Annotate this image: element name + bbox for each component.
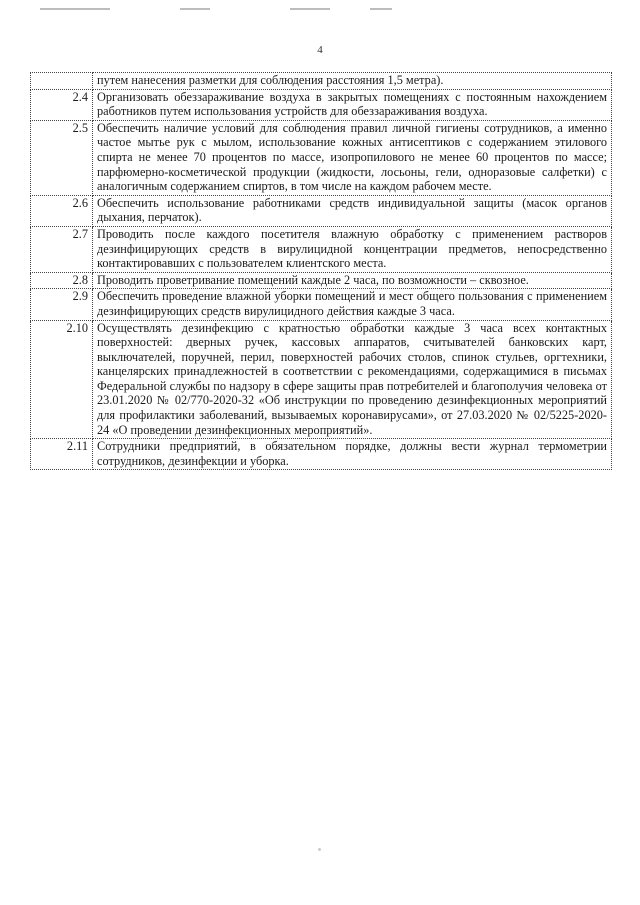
- item-text: Обеспечить проведение влажной уборки помещений и мест общего пользования с применением дезинфицирующих средств вирулицидного действия каждые 3 часа.: [93, 289, 612, 320]
- item-text: Обеспечить наличие условий для соблюдения правил личной гигиены сотрудников, а именно частое мытье рук с мылом, использование кожных антисептиков с содержанием этилового спирта не менее 70 процентов по массе, изопропилового не менее 60 процентов по массе; парфюмерно-косметической продукции (жидкости, лосьоны, гели, одноразовые салфетки) с аналогичным содержанием спиртов, в том числе на каждом рабочем месте.: [93, 120, 612, 195]
- table-row: [31, 439, 612, 470]
- item-text: Проводить после каждого посетителя влажную обработку с применением растворов дезинфицирующих средств в вирулицидной концентрации предметов, непосредственно контактировавших с пользователем клиентского места.: [93, 226, 612, 272]
- item-number: 2.9: [31, 289, 93, 320]
- table-row: [31, 89, 612, 120]
- item-text: Сотрудники предприятий, в обязательном порядке, должны вести журнал термометрии сотрудников, дезинфекции и уборка.: [93, 439, 612, 470]
- table-row: [31, 272, 612, 289]
- scan-dot: [318, 848, 321, 851]
- table-row: [31, 289, 612, 320]
- table-row: [31, 320, 612, 439]
- item-number: [31, 73, 93, 90]
- item-text: Организовать обеззараживание воздуха в закрытых помещениях с постоянным нахождением работников путем использования устройств для обеззараживания воздуха.: [93, 89, 612, 120]
- item-number: 2.7: [31, 226, 93, 272]
- item-text: путем нанесения разметки для соблюдения расстояния 1,5 метра).: [93, 73, 612, 90]
- table-row: [31, 226, 612, 272]
- scan-artifacts: [40, 8, 600, 14]
- item-number: 2.8: [31, 272, 93, 289]
- item-number: 2.10: [31, 320, 93, 439]
- item-number: 2.5: [31, 120, 93, 195]
- table-row: [31, 120, 612, 195]
- item-number: 2.11: [31, 439, 93, 470]
- measures-table: [30, 72, 612, 470]
- item-number: 2.6: [31, 195, 93, 226]
- page-number: 4: [317, 44, 323, 56]
- table-row: [31, 195, 612, 226]
- table-row: [31, 73, 612, 90]
- item-text: Проводить проветривание помещений каждые 2 часа, по возможности – сквозное.: [93, 272, 612, 289]
- item-number: 2.4: [31, 89, 93, 120]
- item-text: Обеспечить использование работниками средств индивидуальной защиты (масок органов дыхания, перчаток).: [93, 195, 612, 226]
- item-text: Осуществлять дезинфекцию с кратностью обработки каждые 3 часа всех контактных поверхностей: дверных ручек, кассовых аппаратов, считывателей банковских карт, выключателей, поручней, перил, поверхностей рабочих столов, спинок стульев, оргтехники, канцелярских принадлежностей в соответствии с рекомендациями, содержащимися в письмах Федеральной службы по надзору в сфере защиты прав потребителей и благополучия человека от 23.01.2020 № 02/770-2020-32 «Об инструкции по проведению дезинфекционных мероприятий для профилактики заболеваний, вызываемых коронавирусами», от 27.03.2020 № 02/5225-2020-24 «О проведении дезинфекционных мероприятий».: [93, 320, 612, 439]
